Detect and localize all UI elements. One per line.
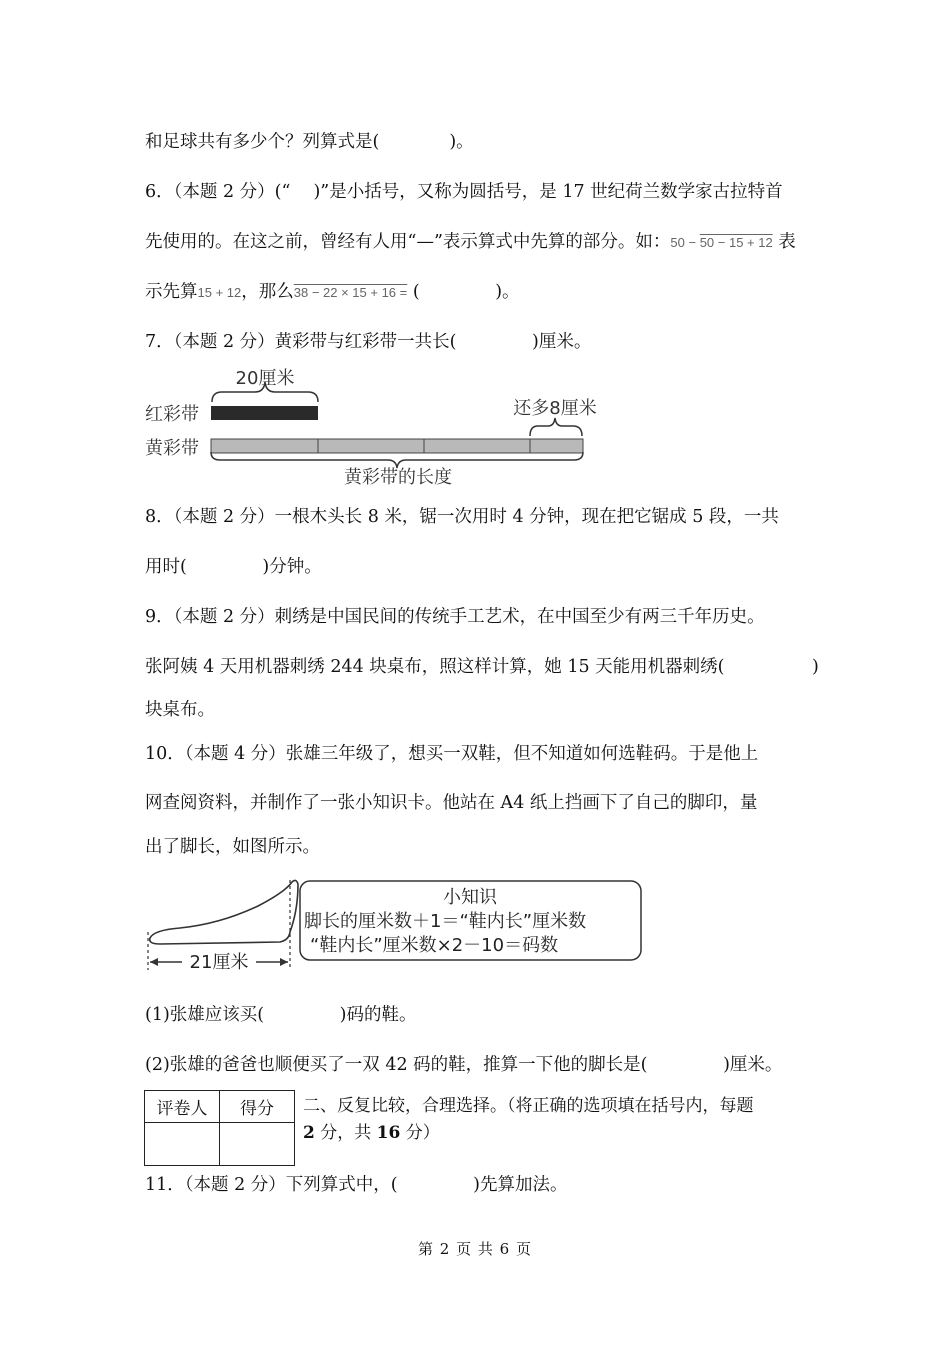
yellow-ribbon-brace — [211, 452, 583, 468]
ribbon-figure — [140, 362, 610, 490]
section-2-total-points: 16 — [376, 1123, 401, 1143]
q6-line-2-tail: 表 — [772, 232, 796, 252]
score-cell — [220, 1123, 295, 1166]
q11-text: 11．（本题 2 分）下列算式中，( )先算加法。 — [145, 1175, 568, 1195]
foot-arrowhead-right — [280, 958, 288, 966]
q10-line-2: 网查阅资料，并制作了一张小知识卡。他站在 A4 纸上挡画下了自己的脚印，量 — [145, 793, 758, 813]
q6-question-expression: 38 − 22 × 15 + 16 = — [293, 285, 408, 300]
q6-line-1: 6．（本题 2 分）(“ )”是小括号，又称为圆括号，是 17 世纪荷兰数学家古拉特首 — [145, 182, 783, 202]
yellow-ribbon-length-label: 黄彩带的长度 — [344, 467, 452, 488]
foot-arrowhead-left — [150, 958, 158, 966]
q9-line-2: 张阿姨 4 天用机器刺绣 244 块桌布，照这样计算，她 15 天能用机器刺绣( ) — [145, 657, 819, 677]
section-2-text: 分，共 — [314, 1123, 377, 1143]
q10-line-1: 10．（本题 4 分）张雄三年级了，想买一双鞋，但不知道如何选鞋码。于是他上 — [145, 744, 759, 764]
q6-answer-blank: ( )。 — [407, 282, 520, 302]
grader-header: 评卷人 — [145, 1091, 220, 1123]
foot-figure — [140, 870, 650, 980]
foot-length-label: 21厘米 — [189, 952, 249, 973]
red-ribbon-label: 红彩带 — [145, 404, 199, 425]
red-ribbon-length-label: 20厘米 — [235, 368, 295, 389]
extra-length-brace — [530, 418, 582, 436]
q10-line-3: 出了脚长，如图所示。 — [145, 837, 320, 857]
q6-line-2-text: 先使用的。在这之前，曾经有人用“—”表示算式中先算的部分。如： — [145, 232, 671, 252]
q6-line-3-text: 示先算 — [145, 282, 198, 302]
page-footer: 第 2 页 共 6 页 — [418, 1240, 532, 1258]
section-2-points-each: 2 — [303, 1123, 315, 1143]
q6-example-expression: 50 − 50 − 15 + 12 — [670, 235, 773, 250]
knowledge-card-title: 小知识 — [443, 887, 497, 908]
footprint-outline — [150, 880, 298, 944]
red-ribbon-bar — [211, 406, 318, 420]
section-2-title-line-1: 二、反复比较，合理选择。（将正确的选项填在括号内，每题 — [303, 1096, 754, 1116]
q7-text: 7．（本题 2 分）黄彩带与红彩带一共长( )厘米。 — [145, 332, 592, 352]
extra-length-label: 还多8厘米 — [513, 398, 597, 419]
q6-first-step-expression: 15 + 12 — [197, 285, 242, 300]
q6-line-3 — [145, 280, 520, 305]
grader-cell — [145, 1123, 220, 1166]
score-header: 得分 — [220, 1091, 295, 1123]
q8-line-1: 8．（本题 2 分）一根木头长 8 米，锯一次用时 4 分钟，现在把它锯成 5 段，一共 — [145, 507, 779, 527]
q8-line-2: 用时( )分钟。 — [145, 557, 322, 577]
q6-line-3-mid: ，那么 — [241, 282, 294, 302]
yellow-ribbon-bar — [211, 439, 583, 453]
section-2-text-end: 分） — [400, 1123, 440, 1143]
grader-score-table — [144, 1090, 295, 1166]
q10-sub-1: (1)张雄应该买( )码的鞋。 — [145, 1005, 417, 1025]
q9-line-1: 9．（本题 2 分）刺绣是中国民间的传统手工艺术，在中国至少有两三千年历史。 — [145, 607, 765, 627]
q5-tail-text: 和足球共有多少个？列算式是( )。 — [145, 132, 474, 152]
q10-sub-2: (2)张雄的爸爸也顺便买了一双 42 码的鞋，推算一下他的脚长是( )厘米。 — [145, 1055, 783, 1075]
knowledge-card-line-1: 脚长的厘米数＋1＝“鞋内长”厘米数 — [304, 911, 587, 932]
q9-line-3: 块桌布。 — [145, 700, 215, 720]
yellow-ribbon-label: 黄彩带 — [145, 438, 199, 459]
knowledge-card-line-2: “鞋内长”厘米数×2－10＝码数 — [310, 935, 559, 956]
section-2-title-line-2 — [303, 1121, 440, 1145]
q6-line-2 — [145, 230, 796, 255]
